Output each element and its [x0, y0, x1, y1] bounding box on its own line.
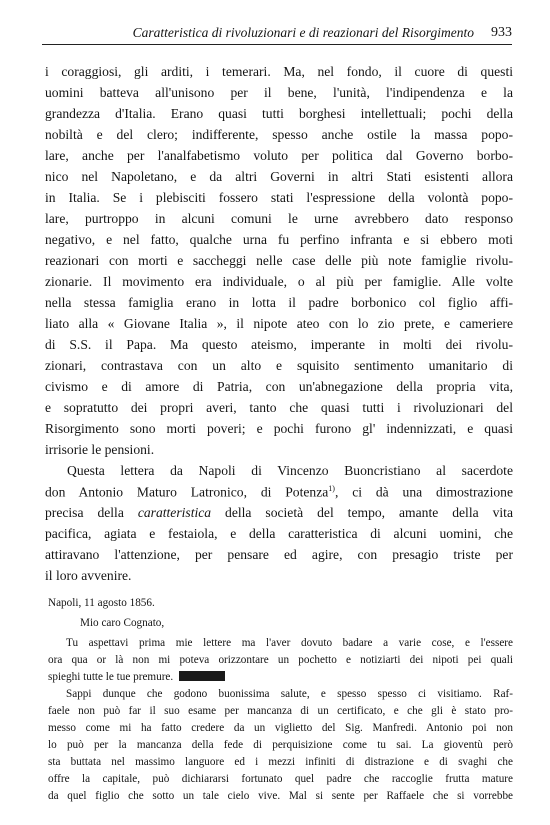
- letter-date: Napoli, 11 agosto 1856.: [48, 597, 155, 609]
- para2-line: attiravano l'attenzione, per pensare ed agire, con presagio triste per: [45, 547, 513, 562]
- letter-greeting: Mio caro Cognato,: [80, 617, 165, 629]
- para2-line: Questa lettera da Napoli di Vincenzo Buoncristiano al sacerdote: [67, 463, 513, 478]
- body-line: uomini batteva all'unisono per il bene, l'unità, l'indipendenza e la: [45, 85, 513, 100]
- letter-line: offre la capitale, può dichiararsi fortunato quel padre che raccoglie frutta mature: [48, 773, 513, 785]
- letter-line: Sappi dunque che godono buonissima salute, e spesso spesso ci visitiamo. Raf-: [66, 688, 513, 700]
- body-line: zionarie. Il movimento era individuale, o al più per famiglie. Alle volte: [45, 274, 513, 289]
- para2-line: [45, 505, 513, 521]
- ink-blot: [179, 671, 225, 681]
- body-line: negativo, e nel fatto, qualche urna fu perfino infranta e si ebbero moti: [45, 232, 513, 247]
- para2-text: della società del tempo, amante della vita: [211, 505, 513, 520]
- para2-italic: caratteristica: [137, 505, 212, 520]
- letter-line: Tu aspettavi prima mie lettere ma l'aver dovuto badare a varie cose, e l'essere: [66, 637, 513, 649]
- body-line: liato alla « Giovane Italia », il nipote ateo con lo zio prete, e cameriere: [45, 316, 513, 331]
- letter-text: spieghi tutte le tue premure.: [48, 671, 174, 683]
- body-line: nella stessa famiglia erano in lotta il padre borbonico col figlio affi-: [45, 295, 513, 310]
- para2-line: il loro avvenire.: [45, 568, 132, 583]
- para2-line: pacifica, agiata e festaiola, e della caratteristica di alcuni uomini, che: [45, 526, 513, 541]
- letter-line: da quel figlio che sotto un tale cielo vive. Mal si sente per Raffaele che si vorrebbe: [48, 790, 513, 802]
- running-title: Caratteristica di rivoluzionari e di reazionari del Risorgimento: [132, 25, 474, 40]
- letter-line: ora qua or là non mi poteva orizzontare un pochetto e notiziarti dei nipoti pei quali: [48, 654, 513, 666]
- body-line: nobiltà e del clero; indifferente, spesso anche ostile la massa popo-: [45, 127, 513, 142]
- body-line: grandezza d'Italia. Erano quasi tutti borghesi intellettuali; pochi della: [45, 106, 513, 121]
- footnote-ref[interactable]: 1): [328, 484, 335, 493]
- para2-text: don Antonio Maturo Latronico, di Potenza: [45, 484, 329, 500]
- body-line: e sopratutto dei propri averi, tanto che quasi tutti i rivoluzionari del: [45, 400, 513, 415]
- body-line: nico nel Napoletano, e da altri Governi in altri Stati esistenti allora: [45, 169, 513, 184]
- body-line: in Italia. Se i plebisciti fossero stati l'espressione della volontà popo-: [45, 190, 513, 205]
- body-line: lare, purtroppo in alcuni comuni le urne avrebbero dato responso: [45, 211, 513, 226]
- body-line: Risorgimento sono morti poveri; e pochi furono gl' indennizzati, e quasi: [45, 421, 513, 436]
- running-header: [42, 24, 512, 45]
- body-line: reazionari con morti e saccheggi nelle case delle più note famiglie rivolu-: [45, 253, 513, 268]
- body-line: lare, anche per l'analfabetismo voluto per politica dal Governo borbo-: [45, 148, 513, 163]
- body-line: di S.S. il Papa. Ma questo ateismo, imperante in molti dei rivolu-: [45, 337, 513, 352]
- letter-line: lo può per la mancanza della fede di perquisizione come tu sai. La gioventù però: [48, 739, 513, 751]
- letter-line: sta buttata nel massimo languore ed i mezzi infiniti di distrazione e di svaghi che: [48, 756, 513, 768]
- body-line: i coraggiosi, gli arditi, i temerari. Ma, nel fondo, il cuore di questi: [45, 64, 513, 79]
- para2-text: , ci dà una dimostrazione: [334, 484, 513, 500]
- body-line: irrisorie le pensioni.: [45, 442, 155, 457]
- letter-line: messo come mi ha fatto credere da un viglietto del Sig. Manfredi. Antonio poi non: [48, 722, 513, 734]
- para2-line: [45, 484, 513, 501]
- letter-line: faele non può far il suo esame per mancanza di un certificato, e che gli è stato pro-: [48, 705, 513, 717]
- para2-text: precisa della: [45, 505, 138, 520]
- body-line: zionari, contrastava con un alto e squisito sentimento umanitario di: [45, 358, 513, 373]
- page-number: 933: [491, 25, 512, 40]
- body-line: civismo e di amore di Patria, con un'abnegazione della propria vita,: [45, 379, 513, 394]
- letter-line: [48, 671, 513, 683]
